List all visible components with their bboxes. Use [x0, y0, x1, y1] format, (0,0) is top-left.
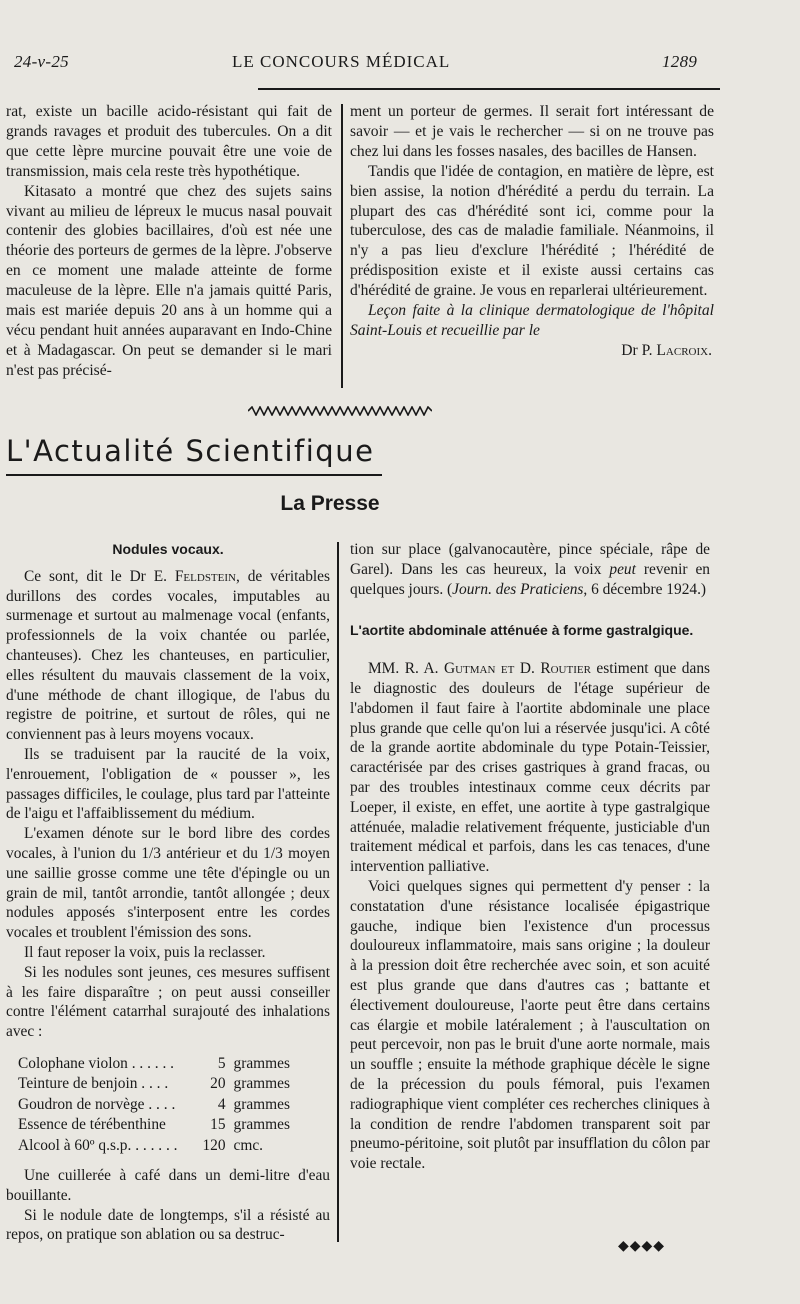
column-rule — [341, 104, 343, 388]
prescription-row — [18, 1115, 290, 1135]
ingredient: Teinture de benjoin . . . . — [18, 1075, 169, 1093]
text-run: revenir en quelques jours. ( — [350, 560, 710, 598]
paragraph — [6, 567, 330, 745]
text-run: peut — [609, 560, 636, 578]
ingredient: Goudron de norvège . . . . — [18, 1095, 176, 1113]
text-run: estiment que dans le diagnostic des douleurs de l'étage supérieur de l'abdomen il faut faire à l'aortite abdominale une place plus grande que celle qu'on lui a réservée jusqu'ici. A côté de la grande aortite abdominale du type Potain-Teissier, caractérisée par des crises gastriques à grand fracas, ou par des troubles intestinaux comme ceux décrits par Loeper, il existe, en effet, une aortite à type gastralgique atténuée, maladie relativement fréquente, justiciable d'un traitement médical et parfois, dans les cas tenaces, d'une intervention palliative. — [350, 660, 711, 876]
text-run: tion sur place (galvanocautère, pince spéciale, râpe de Garel). Dans les cas heureux, la voix — [350, 541, 710, 578]
paragraph: Si les nodules sont jeunes, ces mesures suffisent à les faire disparaître ; on peut aussi conseiller contre l'élément catarrhal surajouté des inhalations avec : — [6, 963, 330, 1041]
text-run: , 6 décembre 1924.) — [583, 580, 707, 598]
ingredient: Essence de térébenthine — [18, 1116, 166, 1134]
column-rule — [337, 542, 339, 1242]
quantity: 4 — [217, 1095, 226, 1113]
paragraph — [350, 540, 710, 599]
section-title: L'Actualité Scientifique — [6, 434, 375, 468]
column-lower-right — [350, 540, 710, 1174]
ingredient: Alcool à 60º q.s.p. . . . . . . — [18, 1136, 178, 1154]
column-upper-right — [350, 102, 714, 361]
column-lower-left — [6, 540, 330, 1245]
paragraph: Une cuillerée à café dans un demi-litre d'eau bouillante. — [6, 1166, 330, 1204]
paragraph: Voici quelques signes qui permettent d'y penser : la constatation d'une résistance localisée épigastrique gauche, indique bien l'existence d'un processus douloureux inflammatoire, mais sans origine ; la douleur à la pression doit être recherchée avec soin, et son acuité est plus grande que dans d'autres cas ; battante et électivement douloureuse, l'aorte peut être dans certains cas élargie et mobile latéralement ; à l'auscultation on peut percevoir, non pas le bruit d'une aorte normale, mais un souffle ; ensuite la méthode graphique décèle le signe de la précession du pouls fémoral, puis l'examen radiographique vient compléter ces recherches cliniques à la condition de rendre l'abdomen transparent soit par pneumo-péritoine, soit plutôt par insufflation du côlon par voie rectale. — [350, 877, 710, 1173]
paragraph: rat, existe un bacille acido-résistant qui fait de grands ravages et produit des tubercules. On a dit que cette lèpre murcine pouvait être une voie de transmission, mais cela reste très hypothétique. — [6, 103, 332, 180]
article-title-nodules: Nodules vocaux. — [112, 541, 224, 557]
end-ornament: ◆◆◆◆ — [618, 1239, 666, 1254]
signature — [350, 341, 714, 361]
prescription-row — [18, 1054, 290, 1074]
paragraph: Il faut reposer la voix, puis la reclasser. — [24, 943, 266, 961]
quantity: 5 — [217, 1054, 226, 1072]
lecture-note: Leçon faite à la clinique dermatologique de l'hôpital Saint-Louis et recueillie par le — [350, 302, 714, 339]
paragraph: Ils se traduisent par la raucité de la voix, l'enrouement, l'obligation de « pousser », les passages difficiles, le coulage, plus tard par l'atteinte de l'aigu et l'affaiblissement du médium. — [6, 745, 330, 823]
prescription-row — [18, 1136, 290, 1156]
page-number: 1289 — [662, 52, 698, 71]
ornamental-divider — [248, 406, 432, 416]
signature-name: Lacroix. — [656, 341, 712, 359]
prescription-row — [18, 1074, 290, 1094]
unit: cmc. — [233, 1136, 264, 1154]
prescription-row — [18, 1095, 290, 1115]
text-run: MM. — [368, 660, 405, 678]
prescription-table — [18, 1054, 290, 1156]
journal-title: LE CONCOURS MÉDICAL — [232, 52, 451, 71]
press-title: La Presse — [280, 492, 380, 515]
issue-date: 24-v-25 — [14, 52, 69, 71]
unit: grammes — [233, 1075, 290, 1093]
section-rule — [6, 474, 382, 476]
paragraph: Tandis que l'idée de contagion, en matière de lèpre, est bien assise, la notion d'hérédité a perdu du terrain. La plupart des cas d'hérédité sont ici, comme pour la tuberculose, des cas de maladie familiale. Néanmoins, il n'y a pas lieu d'exclure l'hérédité ; l'hérédité de prédisposition existe et il existe aussi certains cas d'hérédité de graine. Je vous en reparlerai ultérieurement. — [350, 162, 714, 300]
paragraph: L'examen dénote sur le bord libre des cordes vocales, à l'union du 1/3 antérieur et du 1/3 moyen une saillie grosse comme une tête d'épingle ou un grain de mil, tantôt arrondie, tantôt allongée ; deux nodules apposés s'interposent entre les cordes vocales et troublent l'émission des sons. — [6, 825, 330, 942]
unit: grammes — [233, 1054, 290, 1072]
author-name: E. Feldstein — [153, 567, 236, 585]
unit: grammes — [233, 1116, 290, 1134]
ingredient: Colophane violon . . . . . . — [18, 1054, 175, 1072]
text-run: , de véritables durillons des cordes vocales, imputables au surmenage et surtout au malmenage vocal (enfants, professionnels de la voix chantée ou parlée, chanteuses). Chez les chanteuses, en particulier, elles résultent du mauvais classement de la voix, d'une méthode de chant illogique, de l'abus du registre de poitrine, et surtout de rôles, qui ne conviennent pas à leurs moyens vocaux. — [6, 567, 330, 744]
text-run: Ce sont, dit le Dr — [24, 567, 154, 585]
header-rule — [258, 88, 720, 90]
signature-prefix: Dr P. — [621, 341, 653, 359]
quantity: 20 — [210, 1075, 226, 1093]
source-citation: Journ. des Praticiens — [452, 580, 584, 598]
paragraph: Kitasato a montré que chez des sujets sains vivant au milieu de lépreux le mucus nasal pouvait contenir des globies bacillaires, d'où est née une théorie des porteurs de germes de la lèpre. J'observe en ce moment une malade atteinte de forme maculeuse de la lèpre. Elle n'a jamais quitté Paris, mais est mariée depuis 20 ans à un homme qui a vécu pendant huit années auparavant en Indo-Chine et à Madagascar. On peut se demander si le mari n'est pas précisé- — [6, 182, 332, 379]
paragraph — [350, 659, 710, 877]
author-names: R. A. Gutman et D. Routier — [404, 660, 591, 678]
article-title-aortite: L'aortite abdominale atténuée à forme gastralgique. — [350, 622, 694, 639]
unit: grammes — [233, 1095, 290, 1113]
quantity: 120 — [202, 1136, 226, 1154]
quantity: 15 — [210, 1116, 226, 1134]
paragraph: Si le nodule date de longtemps, s'il a résisté au repos, on pratique son ablation ou sa destruc- — [6, 1206, 330, 1244]
paragraph: ment un porteur de germes. Il serait fort intéressant de savoir — et je vais le rechercher — si on ne trouve pas chez lui dans les fosses nasales, des bacilles de Hansen. — [350, 103, 714, 160]
column-upper-left — [6, 102, 332, 381]
